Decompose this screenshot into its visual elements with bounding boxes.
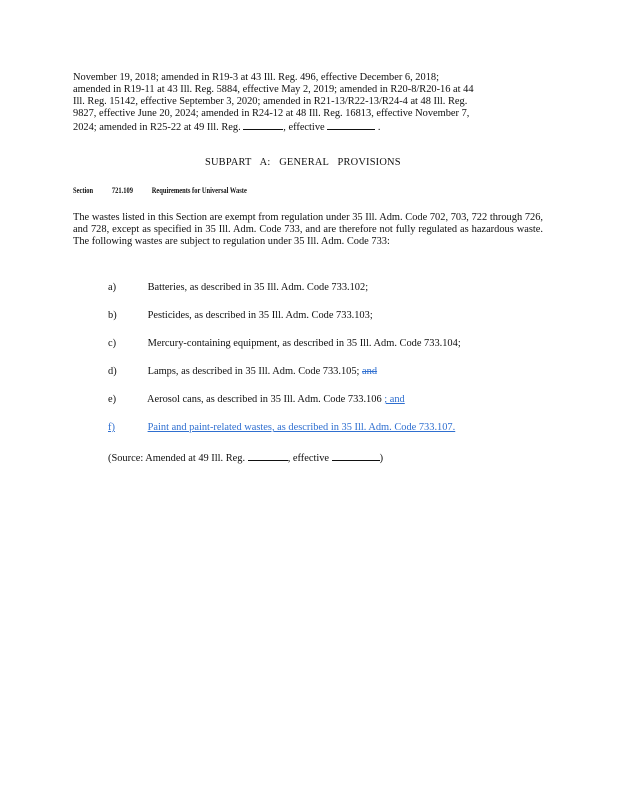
item-text: Lamps, as described in 35 Ill. Adm. Code 733.105; [147, 366, 360, 377]
item-text: Aerosol cans, as described in 35 Ill. Adm. Code 733.106 [147, 394, 382, 405]
history-text: 2024; amended in R25-22 at 49 Ill. Reg. [73, 122, 241, 133]
history-text: . [377, 122, 381, 133]
list-item [108, 338, 461, 349]
item-text: Pesticides, as described in 35 Ill. Adm. Code 733.103; [147, 310, 373, 321]
blank-line [243, 120, 283, 130]
item-text: Mercury-containing equipment, as described in 35 Ill. Adm. Code 733.104; [147, 338, 461, 349]
section-intro: The wastes listed in this Section are exempt from regulation under 35 Ill. Adm. Code 702, 703, 722 through 726, and 728, except as specified in 35 Ill. Adm. Code 733, and are therefore not fully regulated as hazardous waste. The following wastes are subject to regulation under 35 Ill. Adm. Code 733: [73, 212, 543, 247]
source-text: , effective [287, 453, 330, 464]
history-note [73, 72, 543, 134]
item-label: f) [108, 422, 115, 433]
list-item [108, 366, 377, 377]
deleted-text: and [362, 366, 378, 377]
history-line: amended in R19-11 at 43 Ill. Reg. 5884, effective May 2, 2019; amended in R20-8/R20-16 at 44 [73, 84, 474, 95]
item-label: a) [108, 282, 117, 293]
list-item [108, 282, 368, 293]
list-item [108, 310, 373, 321]
source-text: (Source: Amended at 49 Ill. Reg. [108, 453, 246, 464]
list-item [108, 394, 405, 405]
inserted-text: ; and [384, 394, 405, 405]
list-item [108, 422, 455, 433]
source-text: ) [379, 453, 384, 464]
history-text: , effective [283, 122, 325, 133]
history-line: 9827, effective June 20, 2024; amended in R24-12 at 48 Ill. Reg. 16813, effective November 7, [73, 108, 470, 119]
blank-line [332, 451, 380, 461]
blank-line [327, 120, 375, 130]
item-text: Batteries, as described in 35 Ill. Adm. Code 733.102; [147, 282, 369, 293]
section-label: Section [73, 186, 94, 195]
subpart-heading: SUBPART A: GENERAL PROVISIONS [205, 157, 401, 168]
section-heading [73, 186, 264, 195]
history-line: Ill. Reg. 15142, effective September 3, 2020; amended in R21-13/R22-13/R24-4 at 48 Ill. Reg. [73, 96, 468, 107]
section-title: Requirements for Universal Waste [151, 186, 247, 195]
history-line [73, 120, 543, 134]
item-label: c) [108, 338, 117, 349]
section-number: 721.109 [111, 186, 133, 195]
history-line: November 19, 2018; amended in R19-3 at 43 Ill. Reg. 496, effective December 6, 2018; [73, 72, 439, 83]
source-note [108, 451, 383, 464]
item-label: e) [108, 394, 117, 405]
item-label: d) [108, 366, 117, 377]
blank-line [248, 451, 288, 461]
inserted-text: Paint and paint-related wastes, as described in 35 Ill. Adm. Code 733.107. [147, 422, 456, 433]
item-label: b) [108, 310, 117, 321]
